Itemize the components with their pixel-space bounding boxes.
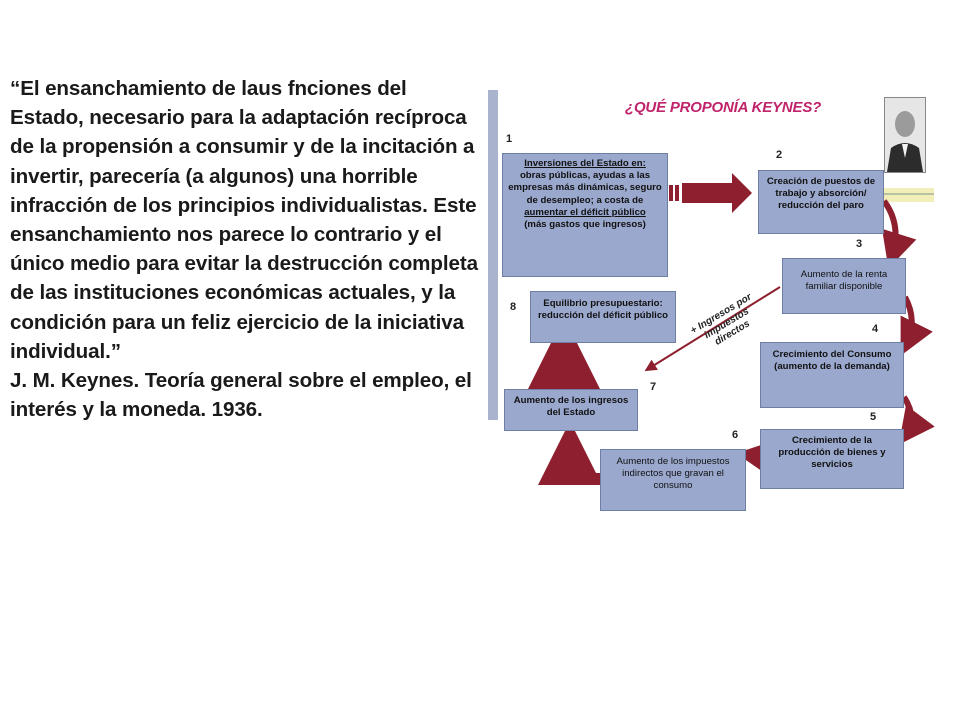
step-number-5: 5 bbox=[870, 411, 877, 423]
step-box-2: Creación de puestos de trabajo y absorción/ reducción del paro bbox=[758, 170, 884, 234]
step-1-note: (más gastos que ingresos) bbox=[524, 219, 646, 231]
step-box-6: Aumento de los impuestos indirectos que gravan el consumo bbox=[600, 449, 746, 511]
quote-attribution: J. M. Keynes. Teoría general sobre el empleo, el interés y la moneda. 1936. bbox=[10, 369, 472, 422]
arrow-label-text: + Ingresos por impuestos directos bbox=[688, 291, 754, 348]
step-number-8: 8 bbox=[510, 301, 517, 313]
diagram-title: ¿QUÉ PROPONÍA KEYNES? bbox=[625, 99, 822, 116]
arrow-1-to-2 bbox=[669, 173, 752, 213]
arrow-4-to-5 bbox=[904, 397, 912, 435]
step-1-body: obras públicas, ayudas a las empresas más dinámicas, seguro de desempleo; a costa de bbox=[508, 170, 662, 206]
step-box-5: Crecimiento de la producción de bienes y servicios bbox=[760, 429, 904, 489]
keynes-diagram bbox=[480, 85, 940, 525]
step-number-6: 6 bbox=[732, 429, 739, 441]
step-1-heading: Inversiones del Estado en: bbox=[524, 158, 646, 169]
step-box-8: Equilibrio presupuestario: reducción del déficit público bbox=[530, 291, 676, 343]
step-box-4: Crecimiento del Consumo (aumento de la demanda) bbox=[760, 342, 904, 408]
step-number-2: 2 bbox=[776, 149, 783, 161]
step-box-7: Aumento de los ingresos del Estado bbox=[504, 389, 638, 431]
step-1-deficit: aumentar el déficit público bbox=[524, 206, 646, 218]
step-number-1: 1 bbox=[506, 133, 513, 145]
step-number-4: 4 bbox=[872, 323, 879, 335]
step-number-3: 3 bbox=[856, 238, 863, 250]
arrow-3-to-4 bbox=[905, 297, 912, 345]
arrow-2-to-3 bbox=[884, 201, 896, 257]
arrow-6-to-7 bbox=[570, 445, 600, 477]
step-box-3: Aumento de la renta familiar disponible bbox=[782, 258, 906, 314]
step-number-7: 7 bbox=[650, 381, 657, 393]
keynes-quote bbox=[10, 74, 480, 424]
step-box-1 bbox=[502, 153, 668, 277]
quote-text: “El ensanchamiento de laus fnciones del Estado, necesario para la adaptación recíproca de la propensión a consumir y de la incitación a invertir, parecería (a algunos) una horrible infracción de los principios individualistas. Este ensanchamiento nos parece lo contrario y el único medio para evitar la destrucción completa de las instituciones económicas actuales, y la condición para un feliz ejercicio de la iniciativa individual.” bbox=[10, 77, 478, 363]
